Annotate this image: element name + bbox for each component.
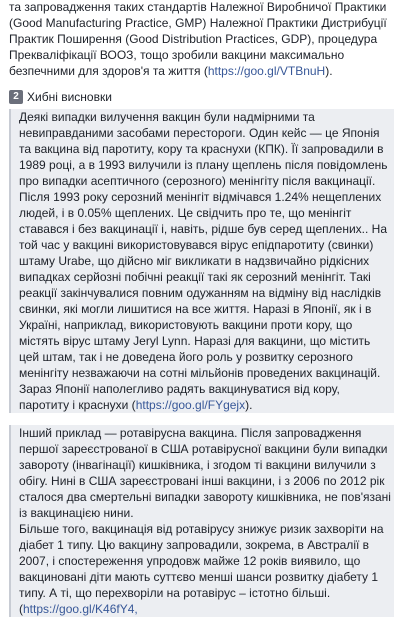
quote-text: Після 1993 року серозний менінгіт відмічався 1.24% нещеплених людей, і в 0.05% щеплених. Це свідчить про те, що менінгіт ставався і без вакцинації і, навіть, рідше був серед щеплених.. На той час у вакцині використовувався вірус епідпаротиту (свинки) штаму Urabe, що дійсно міг викликати в надзвичайно рідкісних випадках серйозні побічні реакції такі як серозний менінгіт. Такі реакції закінчувалися повним одужанням на відміну від наслідків свинки, які могли лишитися на все життя. Наразі в Японії, як і в Україні, наприклад, використовують вакцини проти кору, що містять вірус штаму Jeryl Lynn. Наразі для вакцини, що містить цей штам, так і не доведена його роль у розвитку серозного менінгіту незважаючи на сотні мільйонів проведених вакцинацій. Зараз Японії наполегливо радять вакцинуватися від кору, паротиту і краснухи ( <box>19 190 387 412</box>
keycap-number-icon: 2 <box>9 90 23 104</box>
quote-block-japan <box>9 109 394 413</box>
source-link[interactable]: https://goo.gl/FYgejx <box>135 398 246 412</box>
quote-tail: ). <box>245 398 253 412</box>
quote-paragraph <box>19 189 392 413</box>
section-heading-text: Хибні висновки <box>27 90 112 104</box>
intro-text: та запровадження таких стандартів Належної Виробничої Практики (Good Manufacturing Practice, GMP) Належної Практики Дистрибуції Практик Поширення (Good Distribution Practices, GDP), процедура Преквaліфікації ВООЗ, тощо зробили вакцини максимально безпечними для здоров'я та життя ( <box>9 0 387 78</box>
source-link[interactable]: https://goo.gl/K46fY4, <box>23 602 138 616</box>
intro-tail: ). <box>325 64 333 78</box>
quote-paragraph: Деякі випадки вилучення вакцин були надмірними та невиправданими засобами перестороги. Один кейс — це Японія та вакцина від паротиту, кору та краснухи (КПК). Її запровадили в 1989 році, а в 1993 вилучили із плану щеплень після повідомлень про випадки асептичного (серозного) менінгіту після вакцинації. <box>19 110 388 188</box>
quote-block-rotavirus <box>9 425 394 617</box>
intro-link[interactable]: https://goo.gl/VTBnuH <box>207 64 326 78</box>
section-heading <box>9 89 394 105</box>
intro-paragraph <box>9 0 394 79</box>
quote-text: Більше того, вакцинація від ротавірусу знижує ризик захворіти на діабет 1 типу. Цю вакцину запровадили, зокрема, в Австралії в 2007, і спостереження упродовж майже 12 років виявило, що вакциновані діти мають суттєво менші шанси розвитку діабету 1 типу. А ті, що перехворіли на ротавірус – істотно більші. ( <box>19 522 384 616</box>
quote-paragraph <box>19 521 392 617</box>
quote-paragraph: Інший приклад — ротавірусна вакцина. Після запровадження першої зареєстрованої в США ротавірусної вакцини були випадки завороту (інвагінації) кишківника, і згодом ті вакцини вилучили з обігу. Нині в США зареєстровані інші вакцини, і з 2006 по 2012 рік сталося два смертельні випадки завороту кишківника, не пов'язані із вакцинацією нини. <box>19 426 391 520</box>
